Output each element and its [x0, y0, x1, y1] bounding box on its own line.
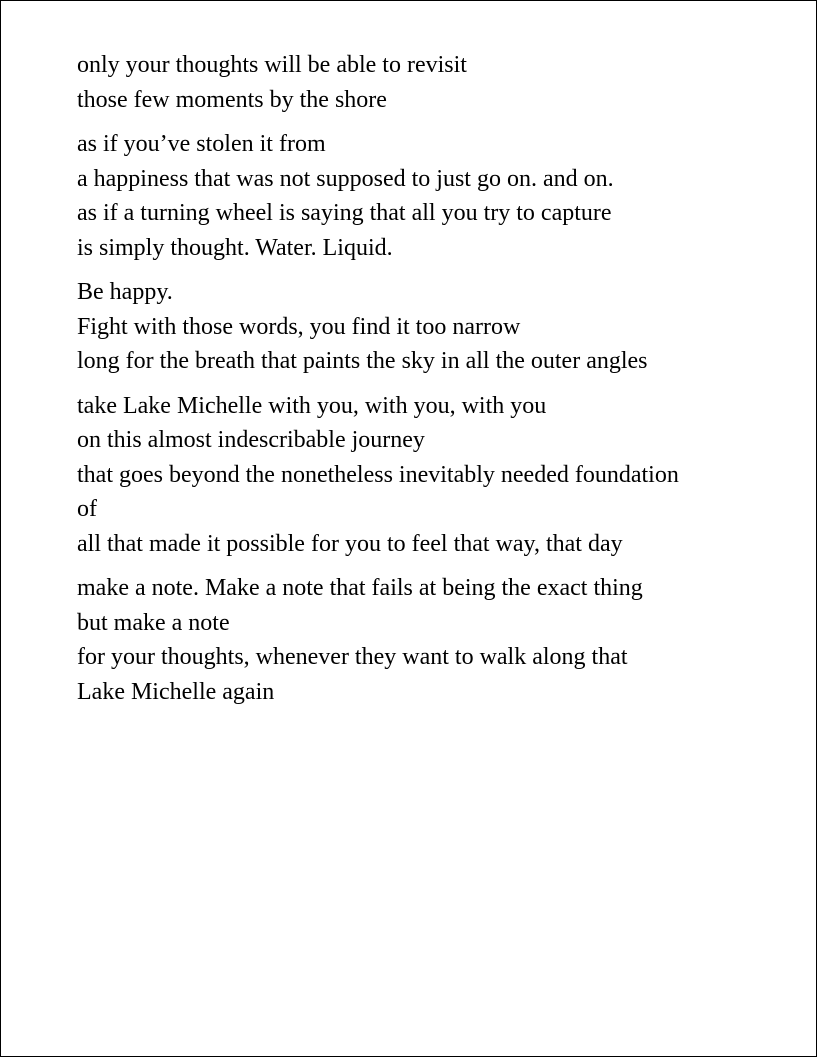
poem-line: all that made it possible for you to feel that way, that day	[77, 530, 623, 557]
poem-line: long for the breath that paints the sky in all the outer angles	[77, 348, 648, 374]
poem-line: only your thoughts will be able to revisit	[77, 52, 467, 78]
stanza-3	[77, 275, 777, 379]
poem-line: on this almost indescribable journey	[77, 427, 425, 453]
poem-line: a happiness that was not supposed to just go on. and on.	[77, 165, 614, 192]
poem-line: is simply thought. Water. Liquid.	[77, 234, 393, 261]
stanza-5	[77, 571, 777, 709]
poem-line: make a note. Make a note that fails at being the exact thing	[77, 575, 643, 601]
stanza-4	[77, 389, 777, 562]
poem-line: Lake Michelle again	[77, 678, 275, 705]
poem-line: as if a turning wheel is saying that all you try to capture	[77, 200, 612, 226]
poem-line: those few moments by the shore	[77, 86, 387, 113]
poem-line: but make a note	[77, 609, 230, 636]
poem-line: for your thoughts, whenever they want to walk along that	[77, 644, 628, 670]
stanza-1	[77, 48, 777, 117]
poem-line: Fight with those words, you find it too narrow	[77, 313, 521, 340]
poem-body	[77, 48, 777, 719]
stanza-2	[77, 127, 777, 265]
poem-line: as if you’ve stolen it from	[77, 131, 326, 157]
poem-line: that goes beyond the nonetheless inevitably needed foundation	[77, 461, 679, 488]
poem-line: take Lake Michelle with you, with you, with you	[77, 392, 547, 419]
poem-line: Be happy.	[77, 279, 173, 305]
poem-line: of	[77, 496, 97, 522]
